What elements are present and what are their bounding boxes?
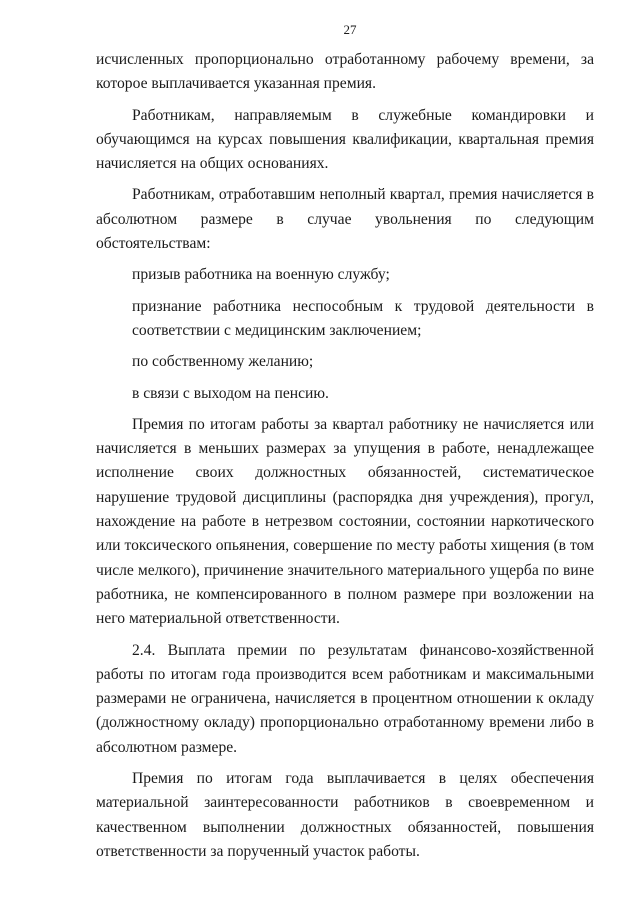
document-body xyxy=(96,48,594,871)
list-item-military-service: призыв работника на военную службу; xyxy=(132,266,390,284)
paragraph-business-trips: Работникам, направляемым в служебные командировки и обучающимся на курсах повышения квалификации, квартальная премия начисляется на общих основаниях. xyxy=(96,106,594,173)
list-item-own-will: по собственному желанию; xyxy=(132,353,314,371)
paragraph-continuation: исчисленных пропорционально отработанному рабочему времени, за которое выплачивается указанная премия. xyxy=(96,51,594,93)
paragraph-bonus-not-accrued: Премия по итогам работы за квартал работнику не начисляется или начисляется в меньших размерах за упущения в работе, ненадлежащее исполнение своих должностных обязанностей, систематическое нарушение трудовой дисциплины (распорядка дня учреждения), прогул, нахождение на работе в нетрезвом состоянии, состоянии наркотического или токсического опьянения, совершение по месту работы хищения (в том числе мелкого), причинение значительного материального ущерба по вине работника, не компенсированного в полном размере при возложении на него материальной ответственности. xyxy=(96,415,594,628)
paragraph-incomplete-quarter: Работникам, отработавшим неполный квартал, премия начисляется в абсолютном размере в случае увольнения по следующим обстоятельствам: xyxy=(96,186,594,253)
page-number: 27 xyxy=(343,22,357,37)
list-item-retirement: в связи с выходом на пенсию. xyxy=(132,384,329,402)
paragraph-section-2-4: 2.4. Выплата премии по результатам финансово-хозяйственной работы по итогам года производится всем работникам и максимальными размерами не ограничена, начисляется в процентном отношении к окладу (должностному окладу) пропорционально отработанному времени либо в абсолютном размере. xyxy=(96,641,594,756)
list-item-incapacity: признание работника неспособным к трудовой деятельности в соответствии с медицинским заключением; xyxy=(132,297,594,339)
paragraph-annual-bonus-purpose: Премия по итогам года выплачивается в целях обеспечения материальной заинтересованности работников в своевременном и качественном выполнении должностных обязанностей, повышения ответственности за порученный участок работы. xyxy=(96,770,594,860)
